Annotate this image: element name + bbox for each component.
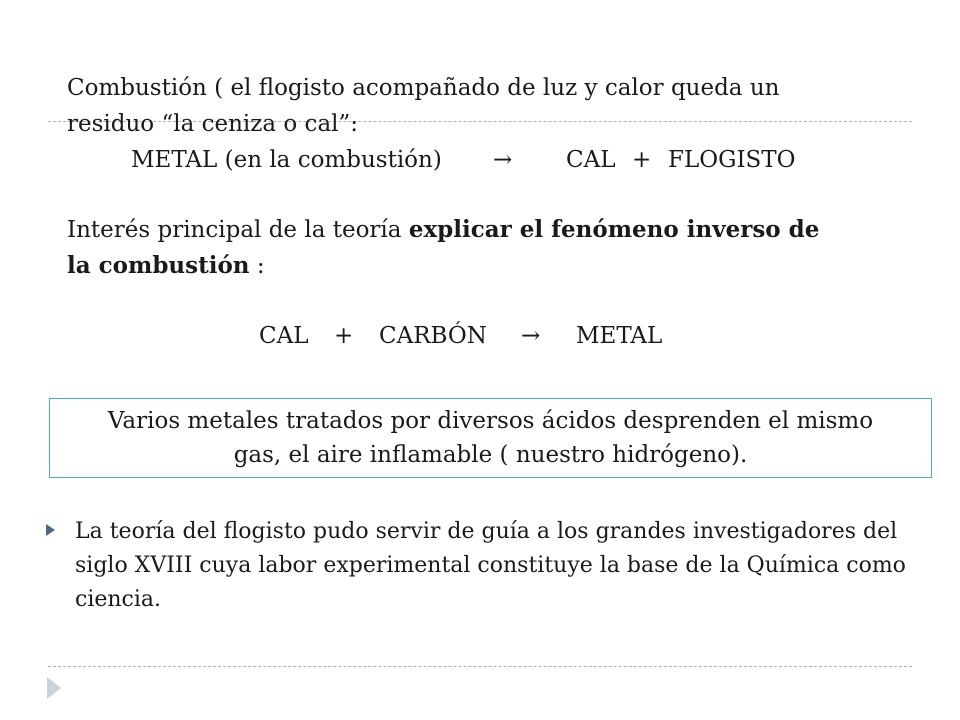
interest-prefix: Interés principal de la teoría: [67, 217, 409, 243]
interest-bold-1: explicar el fenómeno inverso de: [408, 216, 820, 243]
eq1-arrow-icon: →: [493, 147, 513, 173]
interest-line-2: [67, 250, 265, 282]
eq2-arrow-icon: →: [521, 323, 541, 349]
eq1-cal: CAL: [566, 147, 616, 173]
interest-line-1: [67, 214, 819, 246]
combustion-line-2: residuo “la ceniza o cal”:: [67, 111, 359, 137]
interest-bold-2: la combustión: [67, 252, 250, 279]
callout-line-1: Varios metales tratados por diversos ácidos desprenden el mismo: [107, 408, 874, 434]
callout-line-2: gas, el aire inflamable ( nuestro hidrógeno).: [233, 442, 748, 468]
hydrogen-callout-box: [49, 398, 932, 478]
combustion-line-1: Combustión ( el flogisto acompañado de luz y calor queda un: [67, 75, 780, 101]
bottom-divider: [48, 666, 912, 667]
eq2-metal: METAL: [576, 323, 663, 349]
eq2-plus: +: [334, 323, 354, 349]
nav-triangle-icon: [47, 677, 61, 699]
eq1-left: METAL (en la combustión): [131, 147, 442, 173]
equation-reduction: [0, 320, 960, 352]
eq1-plus: +: [632, 147, 652, 173]
triangle-bullet-icon: [46, 524, 55, 536]
interest-colon: :: [249, 253, 265, 279]
eq1-flogisto: FLOGISTO: [668, 147, 796, 173]
eq2-cal: CAL: [259, 323, 309, 349]
bullet-paragraph: La teoría del flogisto pudo servir de guía a los grandes investigadores del siglo XVIII cuya labor experimental constituye la base de la Química como ciencia.: [75, 519, 906, 612]
eq2-carbon: CARBÓN: [379, 323, 487, 349]
equation-combustion: [0, 144, 960, 176]
